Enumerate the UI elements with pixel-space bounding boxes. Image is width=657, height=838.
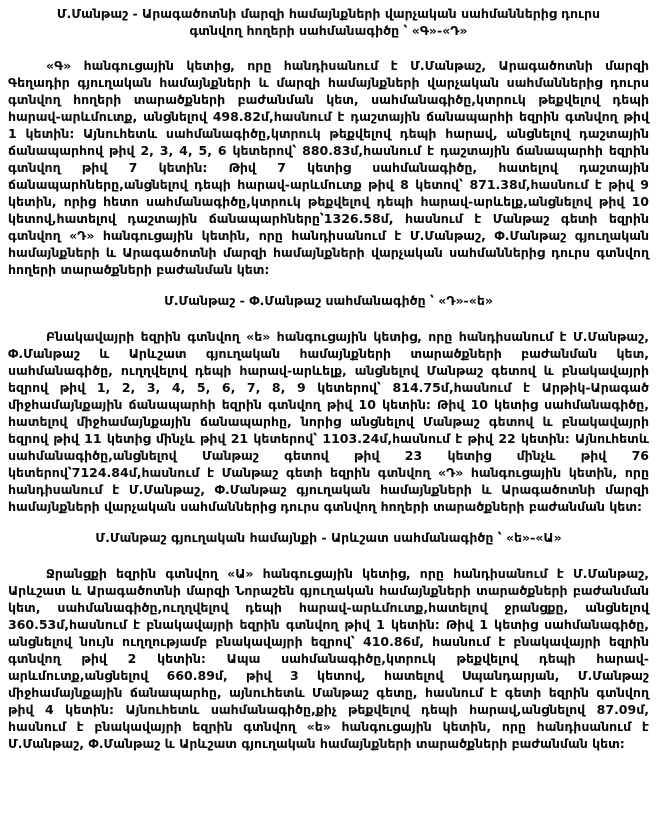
boundary-description-section-d-e: Բնակավայրի եզրին գտնվող «ե» հանգուցային կետից, որը հանդիսանում է Մ.Մանթաշ, Փ.Մանթաշ և Արևշատ գյուղական համայնքների տարածքների բաժանման կետ, սահմանագիծը, ուղղվելով դեպի հարավ-արևելք, անցնելով Մանթաշ գետով և բնակավայրի եզրով թիվ 1, 2, 3, 4, 5, 6, 7, 8, 9 կետերով՝ 814.75մ,հասնում է Արթիկ-Արագած միջհամայնքային ճանապարհի եզրին գտնվող թիվ 10 կետին: Թիվ 10 կետից սահմանագիծը, հատելով միջհամայնքային ճանապարհը, նորից անցնելով Մանթաշ գետով և բնակավայրի եզրով թիվ 11 կետից մինչև թիվ 21 կետերով՝ 1103.24մ,հասնում է թիվ 22 կետին: Այնուհետև սահմանագիծը,անցնելով Մանթաշ գետով թիվ 23 կետից մինչև թիվ 76 կետերով՝7124.84մ,հասնում է Մանթաշ գետի եզրին գտնվող «Դ» հանգուցային կետին, որը հանդիսանում է Մ.Մանթաշ, Փ.Մանթաշ գյուղական համայնքների և Արագածոտնի մարզի համայնքների վարչական սահմաններից դուրս գտնվող հողերի տարածքների բաժանման կետ: bbox=[8, 329, 649, 514]
boundary-description-section-e-a: Ջրանցքի եզրին գտնվող «Ա» հանգուցային կետից, որը հանդիսանում է Մ.Մանթաշ, Արևշատ և Արագածոտնի մարզի Նորաշեն գյուղական համայնքների տարածքների բաժանման կետ, սահմանագիծը,ուղղվելով դեպի հարավ-արևմուտք,հատելով ջրանցքը, անցնելով 360.53մ,հասնում է բնակավայրի եզրին գտնվող թիվ 1 կետին: Թիվ 1 կետից սահմանագիծը, անցնելով նույն ուղղությամբ բնակավայրի եզրով՝ 410.86մ, հասնում է բնակավայրի եզրին գտնվող թիվ 2 կետին: Ապա սահմանագիծը,կտրուկ թեքվելով դեպի հարավ-արևմուտք,անցնելով 660.89մ, թիվ 3 կետով, հատելով Սպանդարյան, Մ.Մանթաշ միջհամայնքային ճանապարհը, այնուհետև Մանթաշ գետը, հասնում է գետի եզրին գտնվող թիվ 4 կետին: Այնուհետև սահմանագիծը,քիչ թեքվելով դեպի հարավ,անցնելով 87.09մ, հասնում է բնակավայրի եզրին գտնվող «ե» հանգուցային կետին, որը հանդիսանում է Մ.Մանթաշ, Փ.Մանթաշ և Արևշատ գյուղական համայնքների տարածքների բաժանման կետ: bbox=[8, 566, 649, 751]
boundary-description-section-g-d: «Գ» հանգուցային կետից, որը հանդիսանում է Մ.Մանթաշ, Արագածոտնի մարզի Գեղադիր գյուղական համայնքների և մարզի համայնքների վարչական սահմաններից դուրս գտնվող հողերի տարածքների բաժանման կետ, սահմանագիծը,կտրուկ թեքվելով դեպի հարավ-արևմուտք, անցնելով 498.82մ,հասնում է դաշտային ճանապարհի եզրին գտնվող թիվ 1 կետին: Այնուհետև սահմանագիծը,կտրուկ թեքվելով դեպի հարավ, անցնելով դաշտային ճանապարհով թիվ 2, 3, 4, 5, 6 կետերով՝ 880.83մ,հասնում է դաշտային ճանապարհի եզրին գտնվող թիվ 7 կետին: Թիվ 7 կետից սահմանագիծը, հատելով դաշտային ճանապարհները,անցնելով դեպի հարավ-արևմուտք թիվ 8 կետով՝ 871.38մ,հասնում է թիվ 9 կետին, որից հետո սահմանագիծը,կտրուկ թեքվելով դեպի հարավ-արևելք,անցնելով թիվ 10 կետով,հատելով դաշտային ճանապարհները՝1326.58մ, հասնում է Մանթաշ գետի եզրին գտնվող «Դ» հանգուցային կետին, որը հանդիսանում է Մ.Մանթաշ, Փ.Մանթաշ գյուղական համայնքների և Արագածոտնի մարզի համայնքների վարչական սահմաններից դուրս գտնվող հողերի տարածքների բաժանման կետ: bbox=[8, 58, 649, 277]
document-title bbox=[8, 5, 649, 39]
section-heading-d-e: Մ.Մանթաշ - Փ.Մանթաշ սահմանագիծը ՝ «Դ»-«ե» bbox=[164, 293, 493, 308]
section-heading-e-a: Մ.Մանթաշ գյուղական համայնքի - Արևշատ սահմանագիծը ՝ «ե»-«Ա» bbox=[95, 530, 562, 545]
document-title-line2: գտնվող հողերի սահմանագիծը ՝ «Գ»-«Դ» bbox=[189, 23, 468, 38]
document-title-line1: Մ.Մանթաշ - Արագածոտնի մարզի համայնքների վարչական սահմաններից դուրս bbox=[56, 6, 601, 21]
